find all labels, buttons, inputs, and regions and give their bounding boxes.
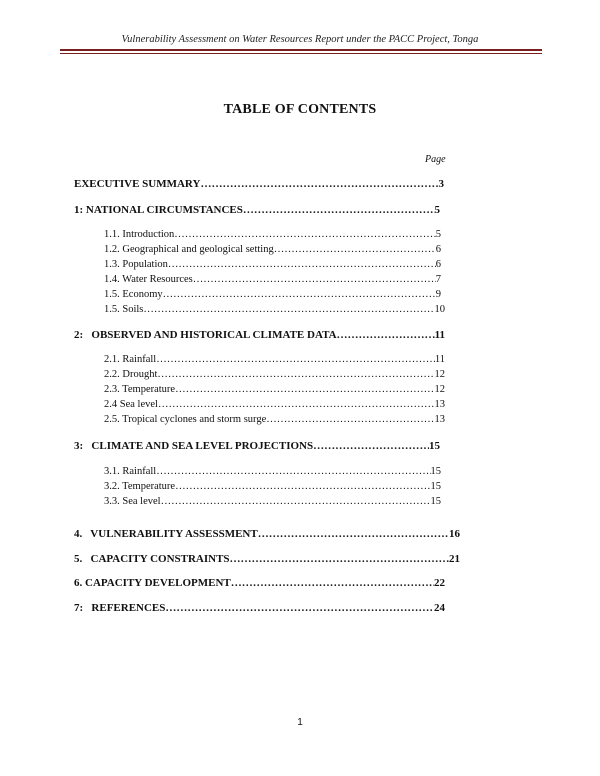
toc-entry-water-resources[interactable]: [104, 274, 441, 285]
toc-leader-dots: [175, 384, 434, 395]
toc-entry-label: 2: OBSERVED AND HISTORICAL CLIMATE DATA: [74, 329, 337, 341]
toc-entry-rainfall-2[interactable]: [104, 354, 445, 365]
toc-leader-dots: [266, 414, 434, 425]
toc-entry-sea-level-3[interactable]: [104, 496, 441, 507]
toc-leader-dots: [174, 229, 435, 240]
toc-entry-label: 1.5. Soils: [104, 304, 144, 315]
toc-entry-population[interactable]: [104, 259, 441, 270]
toc-leader-dots: [200, 178, 438, 190]
toc-entry-page: 3: [438, 178, 444, 190]
header-rule-thin: [60, 53, 542, 54]
page-title: TABLE OF CONTENTS: [223, 102, 377, 117]
toc-entry-page: 24: [434, 602, 445, 614]
toc-entry-label: 6. CAPACITY DEVELOPMENT: [74, 577, 231, 589]
toc-entry-introduction[interactable]: [104, 229, 441, 240]
toc-entry-page: 12: [434, 369, 445, 380]
toc-entry-page: 7: [435, 274, 441, 285]
toc-entry-page: 5: [434, 204, 440, 216]
toc-entry-page: 5: [435, 229, 441, 240]
toc-entry-label: 4. VULNERABILITY ASSESSMENT: [74, 528, 258, 540]
header-rule-thick: [60, 49, 542, 51]
toc-entry-label: 3.3. Sea level: [104, 496, 161, 507]
toc-entry-page: 6: [435, 244, 441, 255]
toc-entry-label: 3.1. Rainfall: [104, 466, 157, 477]
toc-entry-page: 9: [435, 289, 441, 300]
toc-entry-capacity-constraints[interactable]: [74, 553, 460, 565]
toc-entry-page: 13: [434, 414, 445, 425]
toc-leader-dots: [163, 289, 436, 300]
toc-entry-label: 5. CAPACITY CONSTRAINTS: [74, 553, 230, 565]
toc-leader-dots: [313, 440, 429, 452]
toc-entry-national-circumstances[interactable]: [74, 204, 440, 216]
toc-leader-dots: [156, 354, 435, 365]
toc-entry-temperature-3[interactable]: [104, 481, 441, 492]
toc-leader-dots: [231, 577, 434, 589]
toc-leader-dots: [158, 399, 435, 410]
toc-entry-page: 10: [434, 304, 445, 315]
toc-entry-label: EXECUTIVE SUMMARY: [74, 178, 201, 190]
toc-leader-dots: [274, 244, 436, 255]
toc-entry-executive-summary[interactable]: [74, 178, 444, 190]
toc-leader-dots: [156, 466, 430, 477]
toc-entry-label: 3.2. Temperature: [104, 481, 176, 492]
toc-leader-dots: [337, 329, 435, 341]
toc-entry-label: 1.2. Geographical and geological setting: [104, 244, 274, 255]
toc-entry-soils[interactable]: [104, 304, 445, 315]
toc-entry-observed-climate[interactable]: [74, 329, 445, 341]
toc-leader-dots: [168, 259, 436, 270]
page-number: 1: [297, 717, 303, 728]
toc-entry-label: 1.5. Economy: [104, 289, 163, 300]
toc-entry-capacity-development[interactable]: [74, 577, 445, 589]
toc-entry-label: 2.2. Drought: [104, 369, 158, 380]
toc-entry-label: 1.3. Population: [104, 259, 168, 270]
toc-entry-vulnerability-assessment[interactable]: [74, 528, 460, 540]
toc-leader-dots: [161, 496, 431, 507]
toc-entry-label: 3: CLIMATE AND SEA LEVEL PROJECTIONS: [74, 440, 314, 452]
toc-entry-temperature-2[interactable]: [104, 384, 445, 395]
toc-entry-page: 15: [430, 496, 441, 507]
toc-entry-page: 15: [430, 466, 441, 477]
toc-entry-page: 12: [434, 384, 445, 395]
toc-entry-tropical-cyclones[interactable]: [104, 414, 445, 425]
toc-entry-references[interactable]: [74, 602, 445, 614]
toc-leader-dots: [143, 304, 434, 315]
toc-leader-dots: [157, 369, 434, 380]
toc-entry-label: 1.4. Water Resources: [104, 274, 193, 285]
toc-leader-dots: [175, 481, 430, 492]
toc-entry-label: 2.1. Rainfall: [104, 354, 157, 365]
toc-entry-label: 2.5. Tropical cyclones and storm surge: [104, 414, 267, 425]
toc-entry-geographical-setting[interactable]: [104, 244, 441, 255]
toc-entry-label: 1.1. Introduction: [104, 229, 175, 240]
toc-entry-rainfall-3[interactable]: [104, 466, 441, 477]
toc-entry-page: 15: [430, 481, 441, 492]
toc-leader-dots: [230, 553, 449, 565]
toc-entry-economy[interactable]: [104, 289, 441, 300]
toc-entry-label: 2.3. Temperature: [104, 384, 176, 395]
toc-leader-dots: [258, 528, 449, 540]
toc-entry-page: 11: [434, 329, 445, 341]
toc-entry-label: 1: NATIONAL CIRCUMSTANCES: [74, 204, 243, 216]
toc-entry-page: 6: [435, 259, 441, 270]
toc-entry-sea-level-2[interactable]: [104, 399, 445, 410]
running-header: Vulnerability Assessment on Water Resources Report under the PACC Project, Tonga: [121, 34, 479, 45]
toc-entry-page: 21: [449, 553, 460, 565]
toc-entry-label: 7: REFERENCES: [74, 602, 166, 614]
toc-entry-drought[interactable]: [104, 369, 445, 380]
toc-entry-page: 15: [429, 440, 440, 452]
toc-entry-label: 2.4 Sea level: [104, 399, 158, 410]
page-column-label: Page: [425, 154, 446, 165]
toc-entry-projections[interactable]: [74, 440, 440, 452]
toc-entry-page: 11: [434, 354, 445, 365]
toc-leader-dots: [165, 602, 434, 614]
toc-leader-dots: [243, 204, 435, 216]
toc-entry-page: 16: [449, 528, 460, 540]
toc-entry-page: 13: [434, 399, 445, 410]
toc-entry-page: 22: [434, 577, 445, 589]
toc-leader-dots: [193, 274, 436, 285]
